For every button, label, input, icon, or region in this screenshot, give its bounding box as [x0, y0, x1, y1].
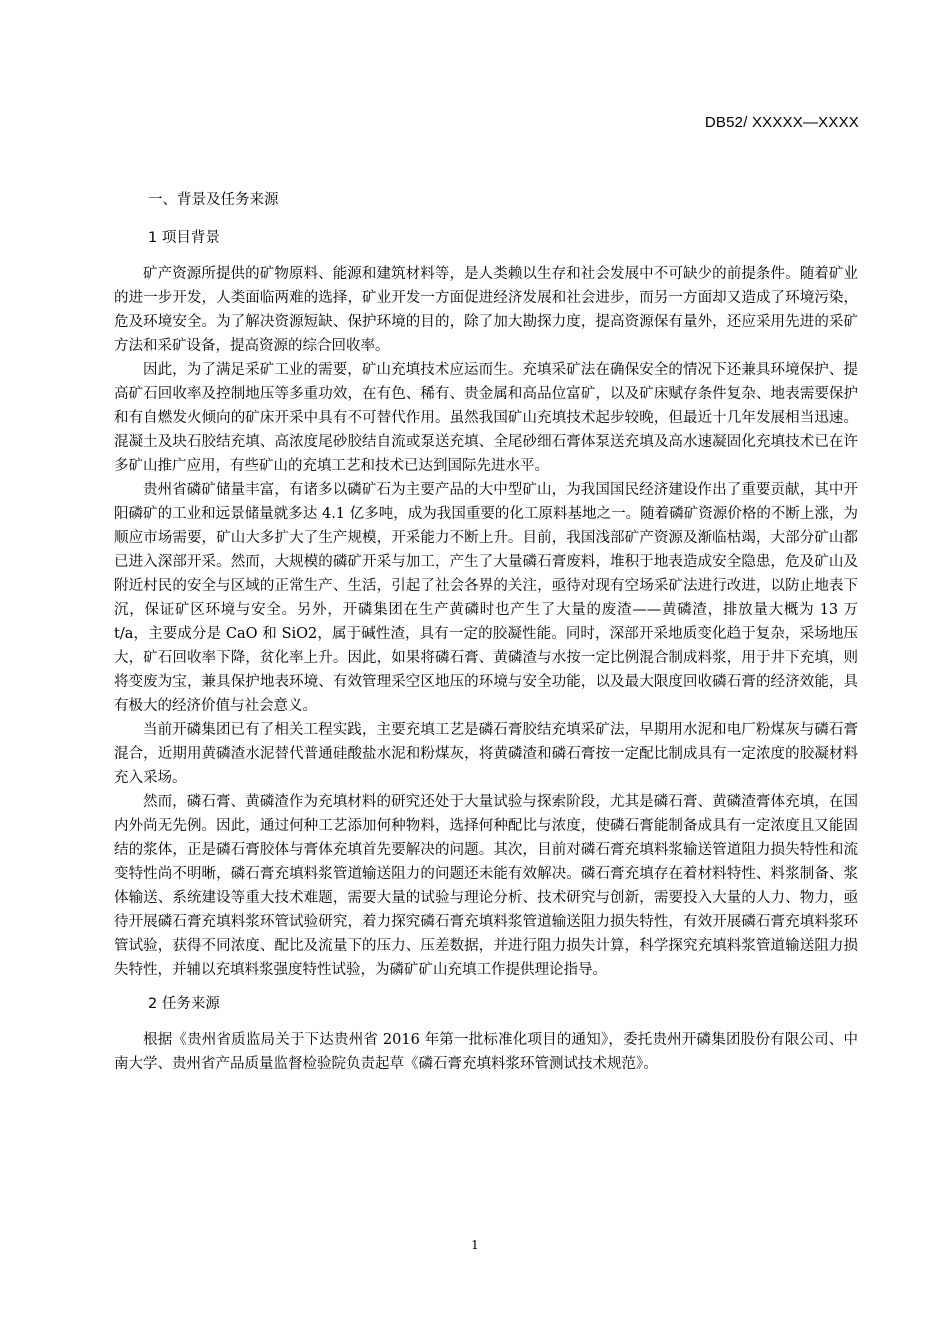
subsection-heading-task-source: 2 任务来源 — [148, 996, 220, 1012]
section-heading-background: 一、背景及任务来源 — [148, 192, 279, 208]
paragraph: 贵州省磷矿储量丰富，有诸多以磷矿石为主要产品的大中型矿山，为我国国民经济建设作出了重要贡献，其中开阳磷矿的工业和远景储量就多达 4.1 亿多吨，成为我国重要的化工原料基地之一。随着磷矿资源价格的不断上涨，为顺应市场需要，矿山大多扩大了生产规模，开采能力不断上升。目前，我国浅部矿产资源及渐临枯竭，大部分矿山都已进入深部开采。然而，大规模的磷矿开采与加工，产生了大量磷石膏废料，堆积于地表造成安全隐患，危及矿山及附近村民的安全与区域的正常生产、生活，引起了社会各界的关注，亟待对现有空场采矿法进行改进，以防止地表下沉，保证矿区环境与安全。另外，开磷集团在生产黄磷时也产生了大量的废渣——黄磷渣，排放量大概为 13 万 t/a，主要成分是 CaO 和 SiO2，属于碱性渣，具有一定的胶凝性能。同时，深部开采地质变化趋于复杂，采场地压大，矿石回收率下降，贫化率上升。因此，如果将磷石膏、黄磷渣与水按一定比例混合制成料浆，用于井下充填，则将变废为宝，兼具保护地表环境、有效管理采空区地压的环境与安全功能，以及最大限度回收磷石膏的经济效能，具有极大的经济价值与社会意义。 — [114, 482, 858, 714]
paragraph: 矿产资源所提供的矿物原料、能源和建筑材料等，是人类赖以生存和社会发展中不可缺少的前提条件。随着矿业的进一步开发，人类面临两难的选择，矿业开发一方面促进经济发展和社会进步，而另一方面却又造成了环境污染，危及环境安全。为了解决资源短缺、保护环境的目的，除了加大勘探力度，提高资源保有量外，还应采用先进的采矿方法和采矿设备，提高资源的综合回收率。 — [114, 266, 858, 354]
section-spacer — [114, 982, 858, 992]
page-number: 1 — [471, 1238, 479, 1252]
subsection-heading-project-background: 1 项目背景 — [148, 230, 220, 246]
paragraph: 然而，磷石膏、黄磷渣作为充填材料的研究还处于大量试验与探索阶段，尤其是磷石膏、黄磷渣膏体充填，在国内外尚无先例。因此，通过何种工艺添加何种物料，选择何种配比与浓度，使磷石膏能制备成具有一定浓度且又能固结的浆体，正是磷石膏胶体与膏体充填首先要解决的问题。其次，目前对磷石膏充填料浆输送管道阻力损失特性和流变特性尚不明晰，磷石膏充填料浆管道输送阻力的问题还未能有效解决。磷石膏充填存在着材料特性、料浆制备、浆体输送、系统建设等重大技术难题，需要大量的试验与理论分析、技术研究与创新，需要投入大量的人力、物力，亟待开展磷石膏充填料浆环管试验研究，着力探究磷石膏充填料浆管道输送阻力损失特性，有效开展磷石膏充填料浆环管试验，获得不同浓度、配比及流量下的压力、压差数据，并进行阻力损失计算，科学探究充填料浆管道输送阻力损失特性，并辅以充填料浆强度特性试验，为磷矿矿山充填工作提供理论指导。 — [114, 794, 858, 978]
document-code: DB52/ XXXXX—XXXX — [704, 114, 859, 131]
paragraph: 因此，为了满足采矿工业的需要，矿山充填技术应运而生。充填采矿法在确保安全的情况下还兼具环境保护、提高矿石回收率及控制地压等多重功效，在有色、稀有、贵金属和高品位富矿，以及矿床赋存条件复杂、地表需要保护和有自燃发火倾向的矿床开采中具有不可替代作用。虽然我国矿山充填技术起步较晚，但最近十几年发展相当迅速。混凝土及块石胶结充填、高浓度尾砂胶结自流或泵送充填、全尾砂细石膏体泵送充填及高水速凝固化充填技术已在许多矿山推广应用，有些矿山的充填工艺和技术已达到国际先进水平。 — [114, 362, 858, 474]
document-body — [114, 188, 858, 1076]
paragraph: 根据《贵州省质监局关于下达贵州省 2016 年第一批标准化项目的通知》，委托贵州开磷集团股份有限公司、中南大学、贵州省产品质量监督检验院负责起草《磷石膏充填料浆环管测试技术规范》。 — [114, 1032, 858, 1072]
paragraph: 当前开磷集团已有了相关工程实践，主要充填工艺是磷石膏胶结充填采矿法，早期用水泥和电厂粉煤灰与磷石膏混合，近期用黄磷渣水泥替代普通硅酸盐水泥和粉煤灰，将黄磷渣和磷石膏按一定配比制成具有一定浓度的胶凝材料充入采场。 — [114, 722, 858, 786]
